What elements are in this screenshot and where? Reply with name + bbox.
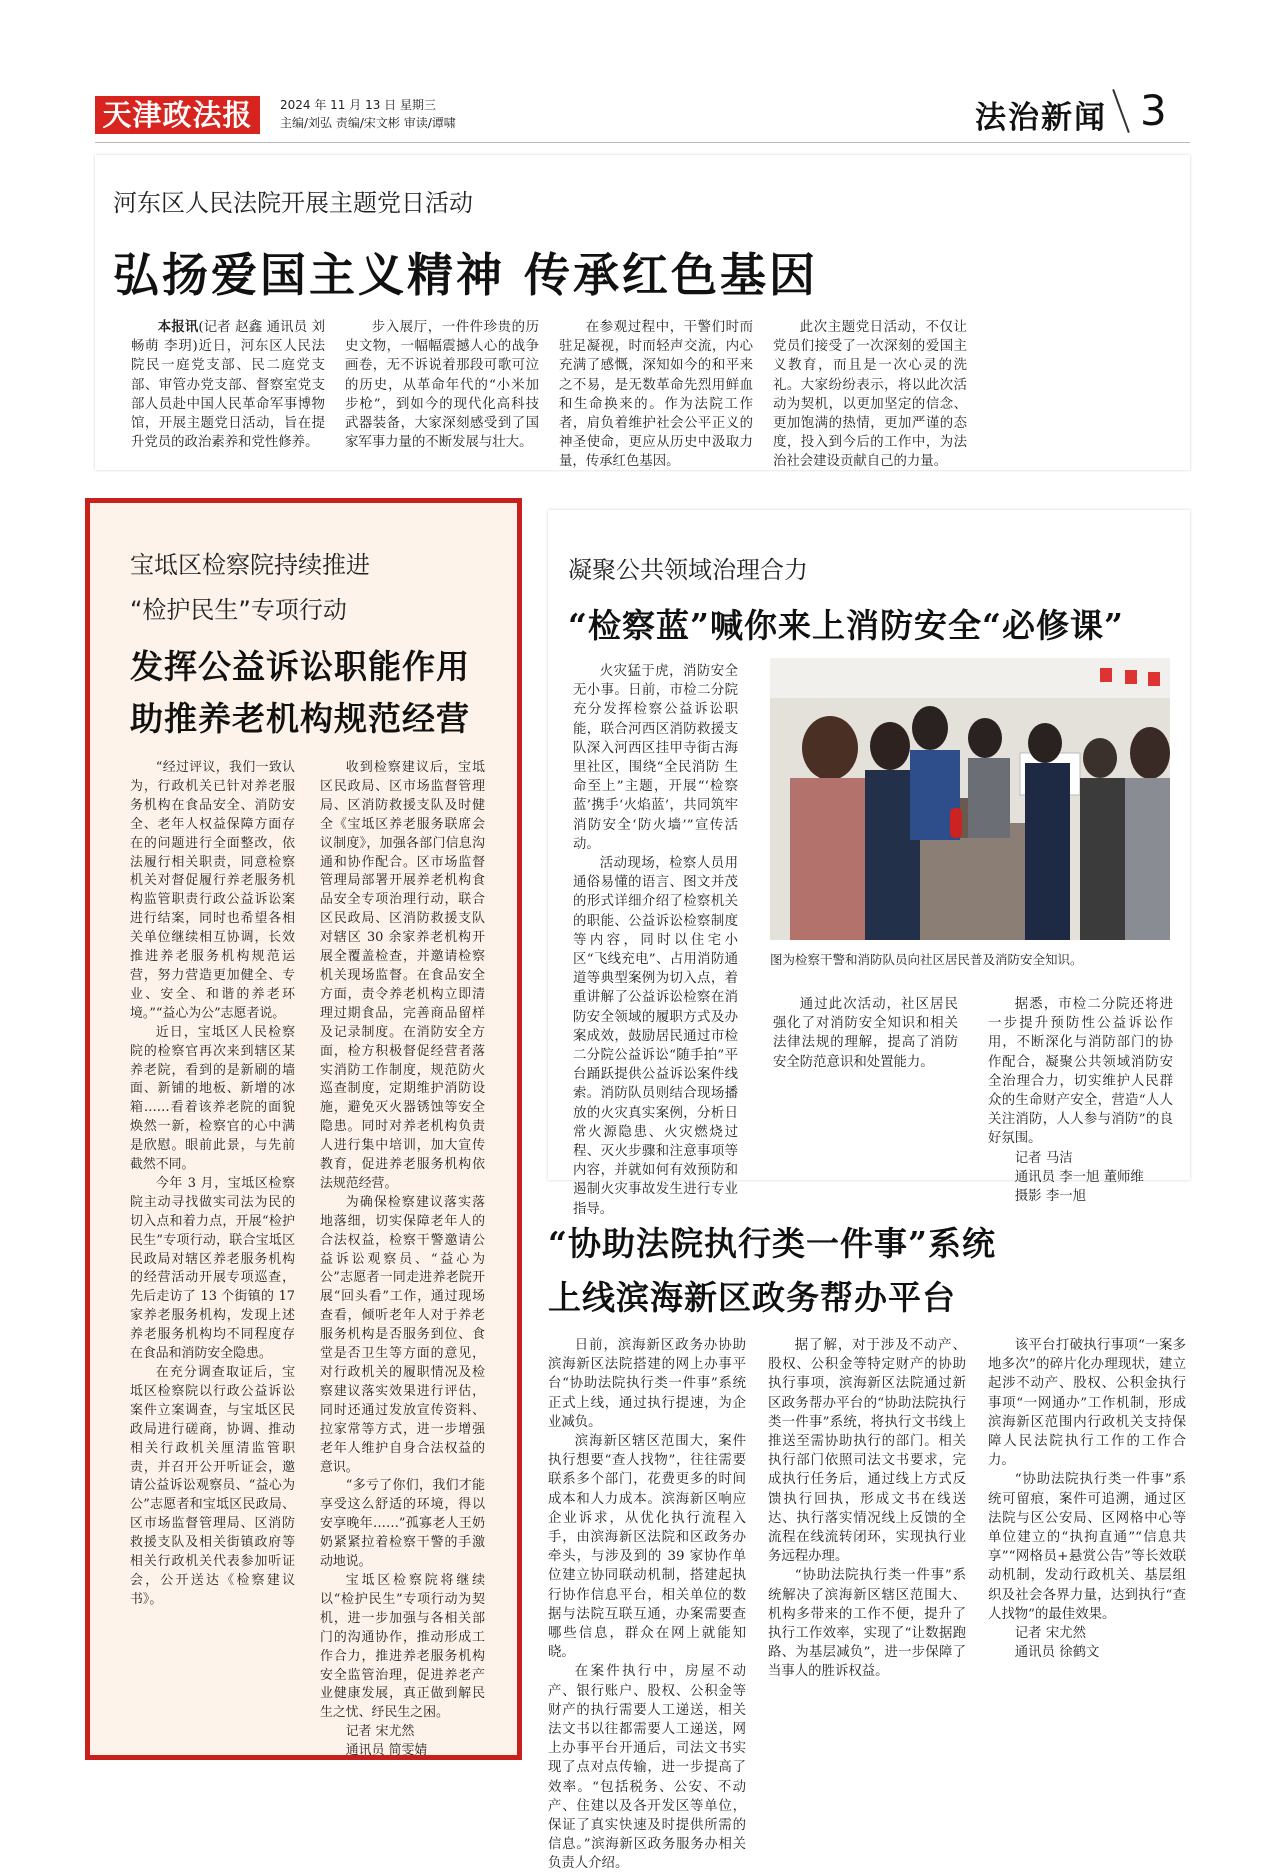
paragraph: 宝坻区检察院将继续以“检护民生”专项行动为契机，进一步加强与各相关部门的沟通协作，推动形成工作合力，推进养老服务机构安全监管治理，促进养老产业健康发展，真正做到解民生之忧、纾民生之困。 [320, 1572, 485, 1721]
article-hedong-court [95, 155, 1190, 470]
column [345, 318, 539, 463]
paragraph: (记者 赵鑫 通讯员 刘畅萌 李玥)近日，河东区人民法院民一庭党支部、民二庭党支部、审管办党支部、督察室党支部人员赴中国人民革命军事博物馆，开展主题党日活动，旨在提升党员的政治素养和党性修养。 [131, 320, 326, 451]
article-headline: 发挥公益诉讼职能作用 [130, 647, 470, 686]
byline: 通讯员 简雯婧 [345, 1743, 428, 1759]
paragraph: 今年 3 月，宝坻区检察院主动寻找做实司法为民的切入点和着力点，开展“检护民生”专项行动，联合宝坻区民政局对辖区养老服务机构的经营活动开展专项巡查，先后走访了 13 个街镇的 17 家养老服务机构，发现上述养老服务机构均不同程度存在食品和消防安全隐患。 [130, 1175, 295, 1362]
paragraph: 该平台打破执行事项“一案多地多次”的碎片化办理现状，建立起涉不动产、股权、公积金执行事项“一网通办”工作机制，形成滨海新区范围内行政机关支持保障人民法院执行工作的工作合力。 [988, 1338, 1186, 1469]
column [773, 318, 967, 470]
paragraph: 收到检察建议后，宝坻区民政局、区市场监督管理局、区消防救援支队及时健全《宝坻区养老服务联席会议制度》，加强各部门信息沟通和协作配合。区市场监督管理局部署开展养老机构食品安全专项治理行动，联合区民政局、区消防救援支队对辖区 30 余家养老机构开展全覆盖检查，并邀请检察机关现场监督。在食品安全方面，责令养老机构立即清理过期食品，完善商品留样及记录制度。在消防安全方面，检方积极督促经营者落实消防工作制度，规范防火巡查制度，定期维护消防设施，避免灭火器锈蚀等安全隐患。同时对养老机构负责人进行集中培训，加大宣传教育，促进养老服务机构依法规范经营。 [320, 760, 485, 1191]
paragraph: 活动现场，检察人员用通俗易懂的语言、图文并茂的形式详细介绍了检察机关的职能、公益诉讼检察制度等内容，同时以住宅小区“飞线充电”、占用消防通道等典型案例为切入点，着重讲解了公益诉讼检察在消防安全领域的履职方式及办案成效，鼓励居民通过市检二分院公益诉讼“随手拍”平台踊跃提供公益诉讼案件线索。消防队员则结合现场播放的火灾真实案例，分析日常火源隐患、火灾燃烧过程、灭火步骤和注意事项等内容，并就如何有效预防和遏制火灾事故发生进行专业指导。 [573, 856, 738, 1217]
photo-illustration [770, 658, 1170, 940]
column [320, 759, 485, 1759]
paragraph: “多亏了你们，我们才能享受这么舒适的环境，得以安享晚年……”孤寡老人王奶奶紧紧拉着检察干警的手激动地说。 [320, 1478, 485, 1570]
article-body [131, 318, 1181, 470]
column [573, 662, 738, 1217]
paragraph: 近日，宝坻区人民检察院的检察官再次来到辖区某养老院，看到的是新刷的墙面、新铺的地板、新增的冰箱……看着该养老院的面貌焕然一新，检察官的心中满是欣慰。眼前此景，与先前截然不同。 [130, 1024, 295, 1173]
article-body [130, 759, 485, 1759]
column [773, 995, 958, 1175]
section-divider [1112, 89, 1130, 133]
column [768, 1336, 966, 1756]
article-headline: 上线滨海新区政务帮办平台 [548, 1278, 956, 1317]
paragraph: “协助法院执行类一件事”系统可留痕，案件可追溯，通过区法院与区公安局、区网格中心等单位建立的“执拘直通”“信息共享”“网格员+悬赏公告”等长效联动机制，发动行政机关、基层组织及社会各界力量，达到执行“查人找物”的最佳效果。 [988, 1472, 1186, 1622]
paragraph: 在充分调查取证后，宝坻区检察院以行政公益诉讼案件立案调查，与宝坻区民政局进行磋商，协调、推动相关行政机关厘清监管职责，并召开公开听证会，邀请公益诉讼观察员、“益心为公”志愿者和宝坻区民政局、区市场监督管理局、区消防救援支队及相关街镇政府等相关行政机关代表参加听证会，公开送达《检察建议书》。 [130, 1365, 295, 1607]
column [130, 759, 295, 1739]
article-kicker: 河东区人民法院开展主题党日活动 [113, 189, 473, 217]
column [987, 318, 1181, 463]
column [559, 318, 753, 470]
paragraph: “经过评议，我们一致认为，行政机关已针对养老服务机构在食品安全、消防安全、老年人权益保障方面存在的问题进行全面整改，依法履行相关职责，同意检察机关对督促履行养老服务机构监管职责行政公益诉讼案进行结案，同时也希望各相关单位继续相互协调，长效推进养老服务机构规范运营，努力营造更加健全、专业、安全、和谐的养老环境。”“益心为公”志愿者说。 [130, 760, 295, 1021]
paragraph: 在参观过程中，干警们时而驻足凝视，时而轻声交流，内心充满了感慨，深知如今的和平来之不易，是无数革命先烈用鲜血和生命换来的。作为法院工作者，肩负着维护社会公平正义的神圣使命，更应从历史中汲取力量，传承红色基因。 [559, 320, 753, 470]
section-title: 法治新闻 [975, 100, 1107, 136]
byline: 通讯员 徐鹤文 [1014, 1645, 1100, 1661]
article-headline: “协助法院执行类一件事”系统 [548, 1224, 996, 1263]
paragraph: 步入展厅，一件件珍贵的历史文物，一幅幅震撼人心的战争画卷，无不诉说着那段可歌可泣的历史，从革命年代的“小米加步枪”，到如今的现代化高科技武器装备，大家深刻感受到了国家军事力量的不断发展与壮大。 [345, 320, 539, 451]
column [988, 995, 1173, 1205]
paragraph: 此次主题党日活动，不仅让党员们接受了一次深刻的爱国主义教育，而且是一次心灵的洗礼。大家纷纷表示，将以此次活动为契机，以更加坚定的信念、更加饱满的热情，更加严谨的态度，投入到今后的工作中，为法治社会建设贡献自己的力量。 [773, 320, 967, 470]
article-kicker: 凝聚公共领域治理合力 [568, 556, 808, 584]
photo-caption: 图为检察干警和消防队员向社区居民普及消防安全知识。 [770, 952, 1083, 967]
masthead-rule [95, 142, 1190, 143]
paragraph: 日前，滨海新区政务办协助滨海新区法院搭建的网上办事平台“协助法院执行类一件事”系统正式上线，通过执行提速，为企业减负。 [548, 1338, 746, 1430]
column [548, 1336, 746, 1872]
article-fire-safety [548, 510, 1190, 1217]
paragraph: 为确保检察建议落实落地落细，切实保障老年人的合法权益，检察干警邀请公益诉讼观察员、“益心为公”志愿者一同走进养老院开展“回头看”工作，通过现场查看，倾听老年人对于养老服务机构是否服务到位、食堂是否卫生等方面的意见，对行政机关的履职情况及检察建议落实效果进行评估，同时还通过发放宣传资料、拉家常等方式，进一步增强老年人维护自身合法权益的意识。 [320, 1194, 485, 1475]
paragraph: 在案件执行中，房屋不动产、银行账户、股权、公积金等财产的执行需要人工递送，相关法文书以往都需要人工递送，网上办事平台开通后，司法文书实现了点对点传输，进一步提高了效率。“包括税务、公安、不动产、住建以及各开发区等单位，保证了真实快速及时提供所需的信息。”滨海新区政务服务办相关负责人介绍。 [548, 1664, 746, 1872]
article-binhai-enforcement [548, 1200, 1190, 1872]
page-number: 3 [1140, 86, 1167, 135]
issue-date: 2024 年 11 月 13 日 星期三 [280, 98, 436, 112]
paragraph: 据了解，对于涉及不动产、股权、公积金等特定财产的协助执行事项，滨海新区法院通过新区政务帮办平台的“协助法院执行类一件事”系统，将执行文书线上推送至需协助执行的部门。相关执行部门依照司法文书要求，完成执行任务后，通过线上方式反馈执行回执，形成文书在线送达、执行落实情况线上反馈的全流程在线流转闭环，实现执行业务远程办理。 [768, 1338, 966, 1565]
article-headline: 助推养老机构规范经营 [130, 699, 470, 738]
byline: 通讯员 李一旭 董师维 [1014, 1169, 1144, 1185]
article-headline: 弘扬爱国主义精神 传承红色基因 [113, 248, 819, 302]
paragraph: “协助法院执行类一件事”系统解决了滨海新区辖区范围大、机构多带来的工作不便，提升了执行工作效率，实现了“让数据跑路、为基层减负”，进一步保障了当事人的胜诉权益。 [768, 1568, 966, 1680]
paragraph: 滨海新区辖区范围大，案件执行想要“查人找物”，往往需要联系多个部门，花费更多的时间成本和人力成本。滨海新区响应企业诉求，从优化执行流程入手，由滨海新区法院和区政务办牵头，与涉及到的 39 家协作单位建立协同联动机制，搭建起执行协作信息平台，相关单位的数据与法院互联互通，办案需要查哪些信息，群众在网上就能知晓。 [548, 1434, 746, 1661]
article-headline: “检察蓝”喊你来上消防安全“必修课” [568, 606, 1124, 645]
masthead [95, 88, 1190, 144]
paragraph: 据悉，市检二分院还将进一步提升预防性公益诉讼作用，不断深化与消防部门的协作配合，凝聚公共领域消防安全治理合力，切实维护人民群众的生命财产安全，营造“人人关注消防，人人参与消防”的良好氛围。 [988, 997, 1173, 1147]
byline: 记者 马洁 [1014, 1150, 1073, 1166]
column [131, 318, 325, 463]
newspaper-logo: 天津政法报 [95, 96, 260, 134]
article-baodi-procuratorate [85, 498, 522, 1760]
byline: 记者 宋尤然 [1014, 1626, 1087, 1642]
news-photo [770, 658, 1170, 940]
column [988, 1336, 1186, 1756]
article-body [548, 1336, 1188, 1872]
paragraph: 通过此次活动，社区居民强化了对消防安全知识和相关法律法规的理解，提高了消防安全防范意识和处置能力。 [773, 997, 958, 1070]
byline: 记者 宋尤然 [345, 1724, 415, 1740]
paragraph: 火灾猛于虎，消防安全无小事。日前，市检二分院充分发挥检察公益诉讼职能，联合河西区消防救援支队深入河西区挂甲寺街古海里社区，围绕“全民消防 生命至上”主题，开展“‘检察蓝’携手‘火焰蓝’，共同筑牢消防安全‘防火墙’”宣传活动。 [573, 664, 738, 852]
article-kicker: “检护民生”专项行动 [130, 596, 347, 624]
lead-tag: 本报讯 [157, 319, 199, 335]
article-kicker: 宝坻区检察院持续推进 [130, 551, 370, 579]
byline: 摄影 李一旭 [1014, 1189, 1087, 1205]
editors-line: 主编/刘弘 责编/宋文彬 审读/谭啸 [280, 116, 456, 130]
